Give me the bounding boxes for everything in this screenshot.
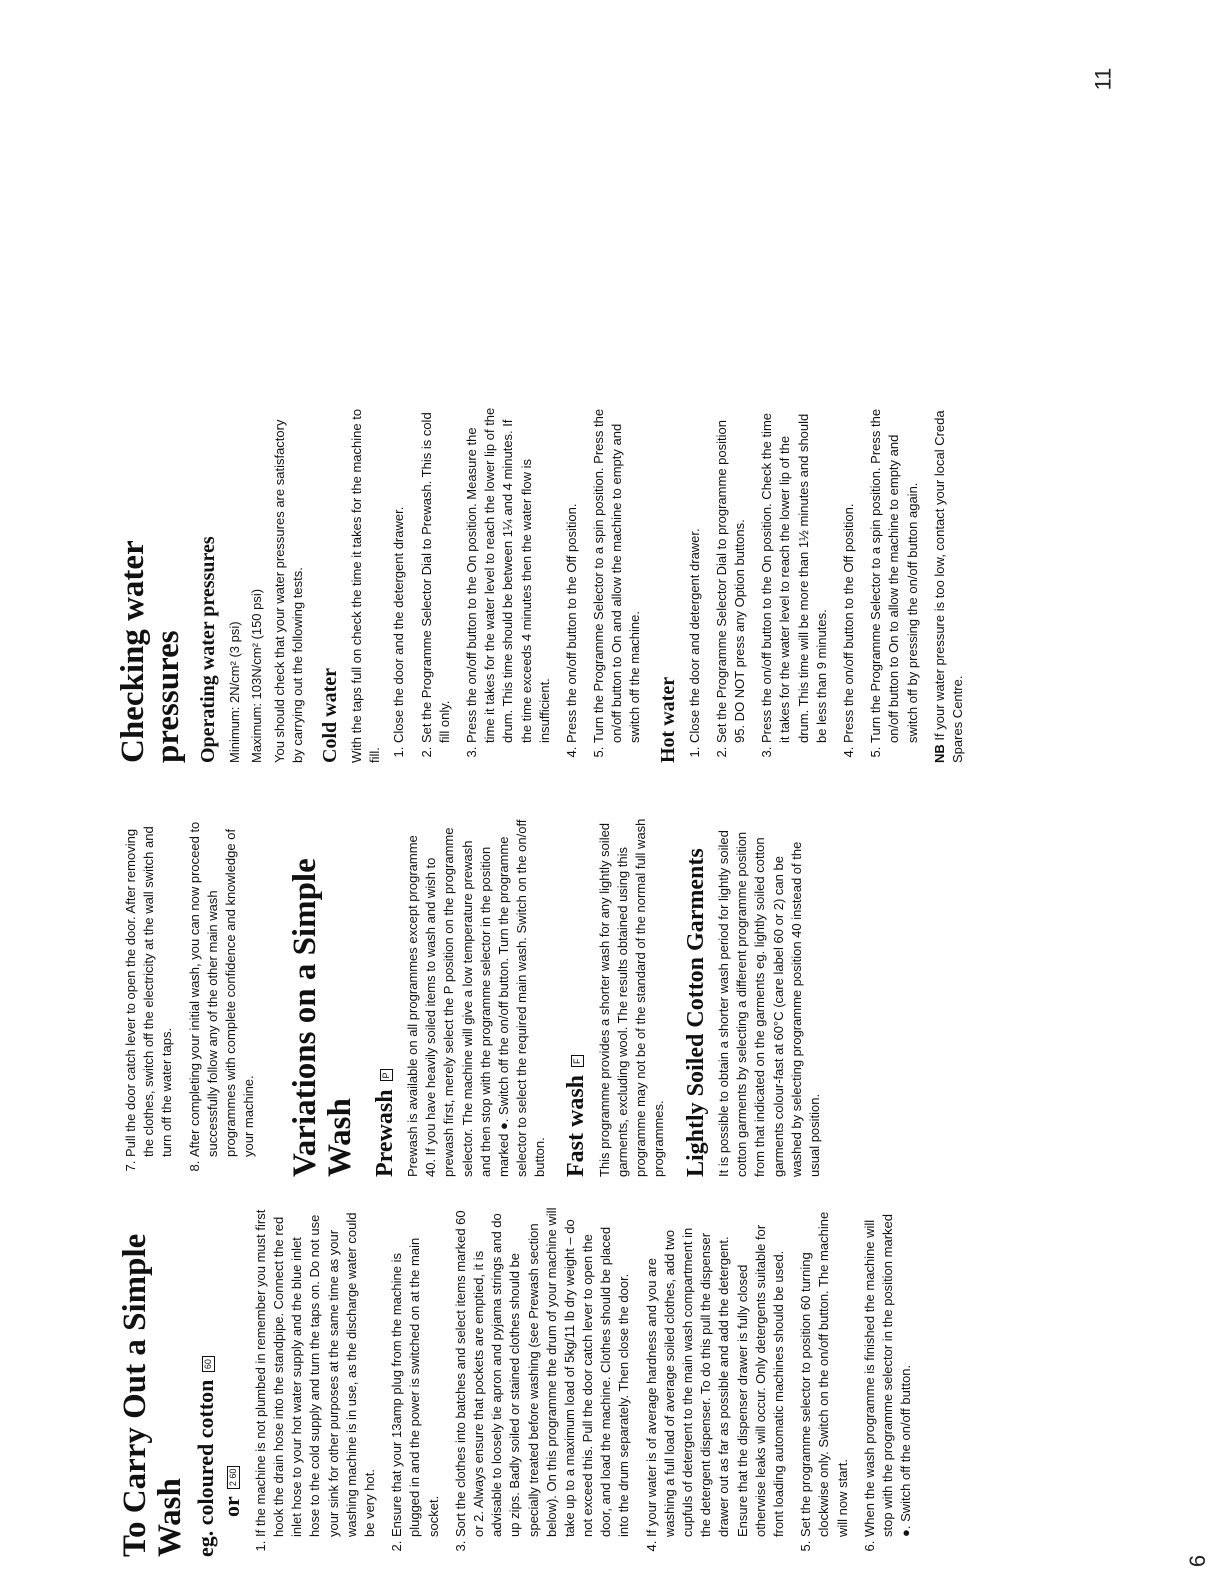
prewash-icon: P (380, 1069, 393, 1081)
simple-wash-title: To Carry Out a Simple Wash (117, 1233, 188, 1557)
pressures-title: Checking water pressures (115, 540, 186, 763)
simple-wash-step-6: 6. When the wash programme is finished the machine will stop with the programme selector in the position marked ●. Switch off the on/off button. (861, 1207, 916, 1537)
cold-water-steps (390, 403, 644, 763)
hot-step-4: 4. Press the on/off button to the Off position. (840, 403, 858, 743)
operating-heading: Operating water pressures (197, 536, 220, 763)
simple-wash-step-8: 8. After completing your initial wash, you can now proceed to successfully follow any of the other main wash programmes with complete confidence and knowledge of your machine. (186, 817, 259, 1157)
simple-wash-step-5: 5. Set the programme selector to position 60 turning clockwise only. Switch on the on/off button. The machine will now start. (797, 1207, 852, 1537)
page-number-left: 6 (1185, 1554, 1211, 1568)
nb-note (931, 403, 967, 763)
simple-wash-column (118, 1207, 924, 1557)
fast-wash-heading-row (563, 817, 589, 1177)
hot-step-2: 2. Set the Programme Selector Dial to programme position 95. DO NOT press any Option buttons. (713, 403, 749, 743)
hot-water-steps (686, 403, 922, 763)
prewash-text: Prewash is available on all programmes except programme 40. If you have heavily soiled items to wash and wish to prewash first, merely select the P position on the programme selector. The machine will give a low temperature prewash and then stop with the programme selector in the position marked ●. Switch off the on/off button. Turn the programme selector to select the required main wash. Switch on the on/off button. (404, 819, 548, 1177)
simple-wash-step-7: 7. Pull the door catch lever to open the door. After removing the clothes, switch off the electricity at the wall switch and turn off the water taps. (122, 817, 177, 1157)
pressures-intro: You should check that your water pressures are satisfactory by carrying out the following tests. (271, 419, 305, 763)
simple-wash-subtitle (193, 1207, 244, 1557)
subtitle-or: or (218, 1496, 244, 1517)
cold-step-5: 5. Turn the Programme Selector to a spin position. Press the on/off button to On and allow the machine to empty and switch off the machine. (590, 403, 645, 743)
hot-water-heading: Hot water (656, 676, 679, 763)
cold-step-1: 1. Close the door and the detergent drawer. (390, 403, 408, 743)
variations-column (116, 817, 828, 1177)
subtitle-line1: eg. coloured cotton (193, 1379, 219, 1557)
program-2-60-icon: 2 60 (227, 1466, 240, 1490)
cold-step-3: 3. Press the on/off button to the On position. Measure the time it takes for the water level to reach the lower lip of the drum. This time should be between 1¼ and 4 minutes. If the time exceeds 4 minutes then the water flow is insufficient. (463, 403, 554, 743)
simple-wash-steps-continued (122, 817, 258, 1177)
nb-label: NB (931, 744, 947, 763)
lightly-soiled-text: It is possible to obtain a shorter wash period for lightly soiled cotton garments by selecting a different programme position from that indicated on the garments eg. lightly soiled cotton garments colour-fast at 60°C (care label 60 or 2) can be washed by selecting programme position 40 instead of the usual position. (716, 830, 822, 1177)
cold-water-heading: Cold water (319, 668, 342, 763)
hot-step-5: 5. Turn the Programme Selector to a spin position. Press the on/off button to On to allow the machine to empty and switch off by pressing the on/off button again. (867, 403, 922, 743)
nb-text: If your water pressure is too low, contact your local Creda Spares Centre. (931, 410, 965, 763)
subtitle-or-line (219, 1207, 244, 1557)
program-60-icon: 60 (202, 1356, 215, 1372)
prewash-heading: Prewash (371, 1089, 398, 1177)
pressure-minimum: Minimum: 2N/cm² (3 psi) (227, 621, 243, 763)
cold-step-2: 2. Set the Programme Selector Dial to Prewash. This is cold fill only. (418, 403, 454, 743)
variations-title: Variations on a Simple Wash (287, 858, 358, 1177)
fast-wash-heading: Fast wash (563, 1074, 590, 1177)
fast-wash-text: This programme provides a shorter wash for any lightly soiled garments, excluding wool. The results obtained using this programme may not be of the standard of the normal full wash programmes. (596, 818, 667, 1177)
simple-wash-step-1: 1. If the machine is not plumbed in remember you must first hook the drain hose into the standpipe. Connect the red inlet hose to your hot water supply and the blue inlet hose to the cold supply and turn the taps on. Do not use your sink for other purposes at the same time as your washing machine is in use, as the discharge water could be very hot. (252, 1207, 379, 1537)
simple-wash-step-3: 3. Sort the clothes into batches and select items marked 60 or 2. Always ensure that pockets are emptied, it is advisable to loosely tie apron and pyjama strings and do up zips. Badly soiled or stained clothes should be specially treated before washing (see Prewash section below). On this programme the drum of your machine will take up to a maximum load of 5kg/11 lb dry weight – do not exceed this. Pull the door catch lever to open the door, and load the machine. Clothes should be placed into the drum separately. Then close the door. (452, 1207, 634, 1537)
cold-step-4: 4. Press the on/off button to the Off position. (563, 403, 581, 743)
simple-wash-steps (252, 1207, 915, 1557)
pressures-column (116, 403, 971, 763)
simple-wash-step-4: 4. If your water is of average hardness and you are washing a full load of average soiled clothes, add two cupfuls of detergent to the main wash compartment in the detergent dispenser. To do this pull the dispenser drawer out as far as possible and add the detergent. Ensure that the dispenser drawer is fully closed otherwise leaks will occur. Only detergents suitable for front loading automatic machines should be used. (643, 1207, 789, 1537)
lightly-soiled-heading: Lightly Soiled Cotton Garments (682, 848, 709, 1177)
pressure-maximum: Maximum: 103N/cm² (150 psi) (249, 588, 265, 763)
simple-wash-step-2: 2. Ensure that your 13amp plug from the machine is plugged in and the power is switched on at the main socket. (388, 1207, 443, 1537)
page-number-right: 11 (1090, 67, 1116, 91)
cold-water-intro: With the taps full on check the time it takes for the machine to fill. (349, 408, 383, 763)
prewash-heading-row (372, 817, 398, 1177)
hot-step-1: 1. Close the door and detergent drawer. (686, 403, 704, 743)
hot-step-3: 3. Press the on/off button to the On position. Check the time it takes for the water level to reach the lower lip of the drum. This time will be more than 1½ minutes and should be less than 9 minutes. (758, 403, 831, 743)
fast-wash-icon: F (571, 1055, 584, 1067)
